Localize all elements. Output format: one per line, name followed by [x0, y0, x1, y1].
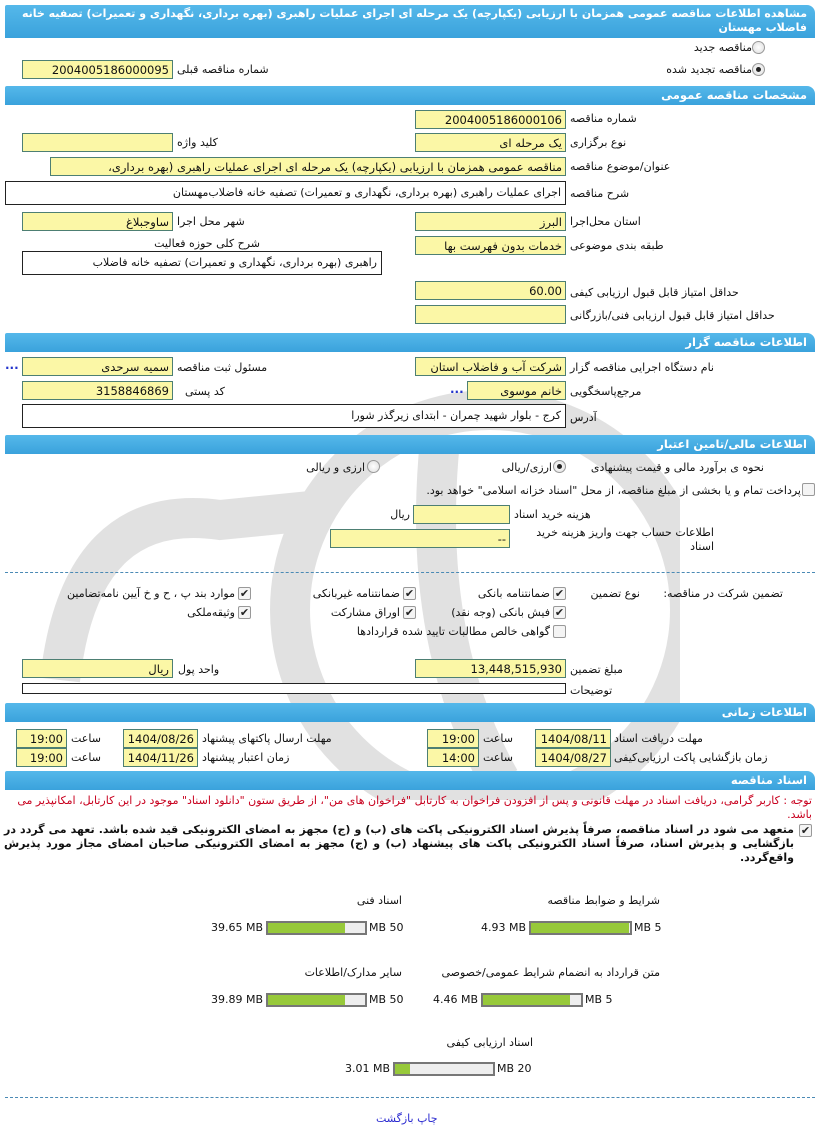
file-max: 50 MB [369, 993, 404, 1006]
checkbox-bank-guarantee[interactable]: ✔ [554, 587, 565, 600]
submit-deadline-field[interactable]: 1404/08/26 [123, 729, 198, 748]
province-label: استان محل‌اجرا [570, 215, 641, 228]
opening-time-field[interactable]: 14:00 [427, 748, 479, 767]
time-label: ساعت [483, 732, 513, 745]
divider [5, 1097, 815, 1098]
print-link[interactable]: چاپ [417, 1112, 438, 1125]
file-title: متن قرارداد به انضمام شرایط عمومی/خصوصی [441, 966, 660, 979]
divider [5, 572, 815, 573]
doc-deadline-time-field[interactable]: 19:00 [427, 729, 479, 748]
tender-number-field[interactable]: 2004005186000106 [415, 110, 566, 129]
checkbox-bank-receipt[interactable]: ✔ [554, 606, 565, 619]
opening-field[interactable]: 1404/08/27 [535, 748, 611, 767]
subject-label: عنوان/موضوع مناقصه [570, 160, 671, 173]
file-usage-fill [268, 995, 345, 1005]
category-label: طبقه بندی موضوعی [570, 239, 664, 252]
file-title: شرایط و ضوابط مناقصه [547, 894, 660, 907]
property-collateral-label: وثیقه‌ملکی [187, 606, 235, 619]
holding-type-label: نوع برگزاری [570, 136, 627, 149]
tender-number-label: شماره مناقصه [570, 112, 637, 125]
regulation-items-label: موارد بند پ ، ح و خ آیین نامه‌تضامین [67, 587, 235, 600]
activity-label: شرح کلی حوزه فعالیت [154, 237, 260, 250]
estimate-label: نحوه ی برآورد مالی و قیمت پیشنهادی [590, 461, 764, 474]
checkbox-nonbank-guarantee[interactable]: ✔ [404, 587, 415, 600]
bonds-label: اوراق مشارکت [330, 606, 400, 619]
province-field[interactable]: البرز [415, 212, 566, 231]
renewed-tender-label: مناقصه تجدید شده [666, 63, 752, 76]
prev-number-field[interactable]: 2004005186000095 [22, 60, 173, 79]
radio-rial[interactable] [553, 460, 566, 473]
validity-label: زمان اعتبار پیشنهاد [202, 751, 290, 764]
bank-receipt-label: فیش بانکی (وجه نقد) [451, 606, 550, 619]
validity-time-field[interactable]: 19:00 [16, 748, 67, 767]
address-label: آدرس [570, 411, 597, 424]
file-usage-bar [529, 921, 632, 935]
section-organizer-header: اطلاعات مناقصه گزار [5, 333, 815, 352]
description-label: شرح مناقصه [570, 187, 630, 200]
registrar-field[interactable]: سمیه سرحدی [22, 357, 173, 376]
min-tech-label: حداقل امتیاز قابل قبول ارزیابی فنی/بازرگانی [570, 309, 775, 322]
file-usage-bar [266, 921, 367, 935]
commitment-checkbox[interactable]: ✔ [800, 824, 811, 837]
time-label: ساعت [71, 732, 101, 745]
file-max: 5 MB [585, 993, 613, 1006]
page-title: مشاهده اطلاعات مناقصه عمومی همزمان با ارزیابی (یکپارچه) یک مرحله ای اجرای عملیات راهبری (بهره برداری، نگهداری و تعمیرات) تصفیه خانه فاضلاب مهستان [5, 5, 815, 38]
prev-number-label: شماره مناقصه قبلی [177, 63, 269, 76]
city-label: شهر محل اجرا [177, 215, 245, 228]
keyword-field[interactable] [22, 133, 173, 152]
guarantee-label: تضمین شرکت در مناقصه: [663, 587, 783, 600]
account-label: اطلاعات حساب جهت واریز هزینه خرید اسناد [536, 526, 714, 553]
subject-field[interactable]: مناقصه عمومی همزمان با ارزیابی (یکپارچه) یک مرحله ای اجرای عملیات راهبری (بهره برداری، [50, 157, 566, 176]
file-usage-fill [395, 1064, 410, 1074]
postal-label: کد پستی [185, 385, 225, 398]
keyword-label: کلید واژه [177, 136, 218, 149]
file-usage-bar [481, 993, 583, 1007]
file-used: 39.65 MB [210, 921, 263, 934]
doc-fee-field[interactable] [413, 505, 510, 524]
doc-deadline-field[interactable]: 1404/08/11 [535, 729, 611, 748]
file-title: اسناد فنی [356, 894, 402, 907]
org-field[interactable]: شرکت آب و فاضلاب استان [415, 357, 566, 376]
file-used: 39.89 MB [210, 993, 263, 1006]
rial-label: ارزی/ریالی [501, 461, 552, 474]
min-tech-field[interactable] [415, 305, 566, 324]
section-general-header: مشخصات مناقصه عمومی [5, 86, 815, 105]
time-label: ساعت [483, 751, 513, 764]
file-used: 4.93 MB [480, 921, 526, 934]
file-usage-fill [531, 923, 629, 933]
doc-fee-unit: ریال [390, 508, 410, 521]
treasury-checkbox[interactable] [802, 483, 815, 496]
section-documents-header: اسناد مناقصه [5, 771, 815, 790]
documents-text-block [4, 794, 812, 865]
validity-field[interactable]: 1404/11/26 [123, 748, 198, 767]
org-label: نام دستگاه اجرایی مناقصه گزار [570, 361, 714, 374]
treasury-label: پرداخت تمام و یا بخشی از مبلغ مناقصه، از محل "اسناد خزانه اسلامی" خواهد بود. [426, 484, 801, 497]
registrar-more-button[interactable]: ... [5, 358, 19, 372]
checkbox-receivables-certificate[interactable] [553, 625, 566, 638]
description-box: اجرای عملیات راهبری (بهره برداری، نگهداری و تعمیرات) تصفیه خانه فاضلاب‌مهستان [5, 181, 566, 205]
address-box: کرج - بلوار شهید چمران - ابتدای زیرگذر شورا [22, 404, 566, 428]
file-usage-fill [268, 923, 345, 933]
foreign-rial-label: ارزی و ریالی [306, 461, 365, 474]
city-field[interactable]: ساوجبلاغ [22, 212, 173, 231]
postal-field[interactable]: 3158846869 [22, 381, 173, 400]
radio-renewed-tender[interactable] [752, 63, 765, 76]
checkbox-regulation-items[interactable]: ✔ [239, 587, 250, 600]
min-quality-field[interactable]: 60.00 [415, 281, 566, 300]
activity-box: راهبری (بهره برداری، نگهداری و تعمیرات) تصفیه خانه فاضلاب [22, 251, 382, 275]
amount-label: مبلغ تضمین [570, 663, 623, 676]
checkbox-bonds[interactable]: ✔ [404, 606, 415, 619]
contact-field[interactable]: خانم موسوی [467, 381, 566, 400]
time-label: ساعت [71, 751, 101, 764]
file-max: 20 MB [497, 1062, 532, 1075]
radio-foreign-rial[interactable] [367, 460, 380, 473]
section-timing-header: اطلاعات زمانی [5, 703, 815, 722]
commitment-text: متعهد می شود در اسناد مناقصه، صرفاً پذیرش اسناد الکترونیکی پاکت های (ب) و (ج) مجهز به امضای الکترونیکی قید شده باشد. تعهد می گردد در بازگشایی و پذیرش اسناد، صرفاً اسناد الکترونیکی پاکت های پیشنهاد (ب) و (ج) مجهز به امضای الکترونیکی صاحبان امضای مجاز مورد پذیرش واقع‌گردد. [4, 823, 794, 864]
submit-deadline-label: مهلت ارسال پاکتهای پیشنهاد [202, 732, 332, 745]
file-title: اسناد ارزیابی کیفی [446, 1036, 533, 1049]
file-used: 3.01 MB [344, 1062, 390, 1075]
account-field[interactable]: -- [330, 529, 510, 548]
doc-fee-label: هزینه خرید اسناد [514, 508, 591, 521]
currency-label: واحد پول [178, 663, 220, 676]
notes-label: توضیحات [570, 684, 613, 697]
back-link[interactable]: بازگشت [376, 1112, 414, 1125]
currency-field[interactable]: ریال [22, 659, 173, 678]
new-tender-label: مناقصه جدید [693, 41, 752, 54]
bank-guarantee-label: ضمانتنامه بانکی [477, 587, 550, 600]
file-usage-bar [393, 1062, 495, 1076]
file-title: سایر مدارک/اطلاعات [304, 966, 402, 979]
checkbox-property-collateral[interactable]: ✔ [239, 606, 250, 619]
file-used: 4.46 MB [432, 993, 478, 1006]
footer-links [376, 1112, 438, 1125]
file-max: 50 MB [369, 921, 404, 934]
commitment-row [4, 823, 812, 865]
min-quality-label: حداقل امتیاز قابل قبول ارزیابی کیفی [570, 286, 739, 299]
section-finance-header: اطلاعات مالی/تامین اعتبار [5, 435, 815, 454]
doc-deadline-label: مهلت دریافت اسناد [614, 732, 703, 745]
nonbank-guarantee-label: ضمانتنامه غیربانکی [312, 587, 400, 600]
contact-label: مرجع‌پاسخگویی [570, 385, 642, 398]
opening-label: زمان بازگشایی پاکت ارزیابی‌کیفی [614, 751, 768, 764]
file-usage-bar [266, 993, 367, 1007]
notes-box [22, 683, 566, 694]
receivables-certificate-label: گواهی خالص مطالبات تایید شده قراردادها [356, 625, 550, 638]
category-field[interactable]: خدمات بدون فهرست بها [415, 236, 566, 255]
guarantee-type-label: نوع تضمین [590, 587, 640, 600]
file-usage-fill [483, 995, 570, 1005]
registrar-label: مسئول ثبت مناقصه [177, 361, 268, 374]
radio-new-tender[interactable] [752, 41, 765, 54]
holding-type-field[interactable]: یک مرحله ای [415, 133, 566, 152]
amount-field[interactable]: 13,448,515,930 [415, 659, 566, 678]
file-max: 5 MB [634, 921, 662, 934]
submit-deadline-time-field[interactable]: 19:00 [16, 729, 67, 748]
contact-more-button[interactable]: ... [450, 382, 464, 396]
documents-notice: توجه : کاربر گرامی، دریافت اسناد در مهلت قانونی و پس از افزودن فراخوان به کارتابل "فراخوان های من"، از طریق ستون "دانلود اسناد" موجود در این کارتابل، امکانپذیر می باشد. [17, 794, 812, 821]
